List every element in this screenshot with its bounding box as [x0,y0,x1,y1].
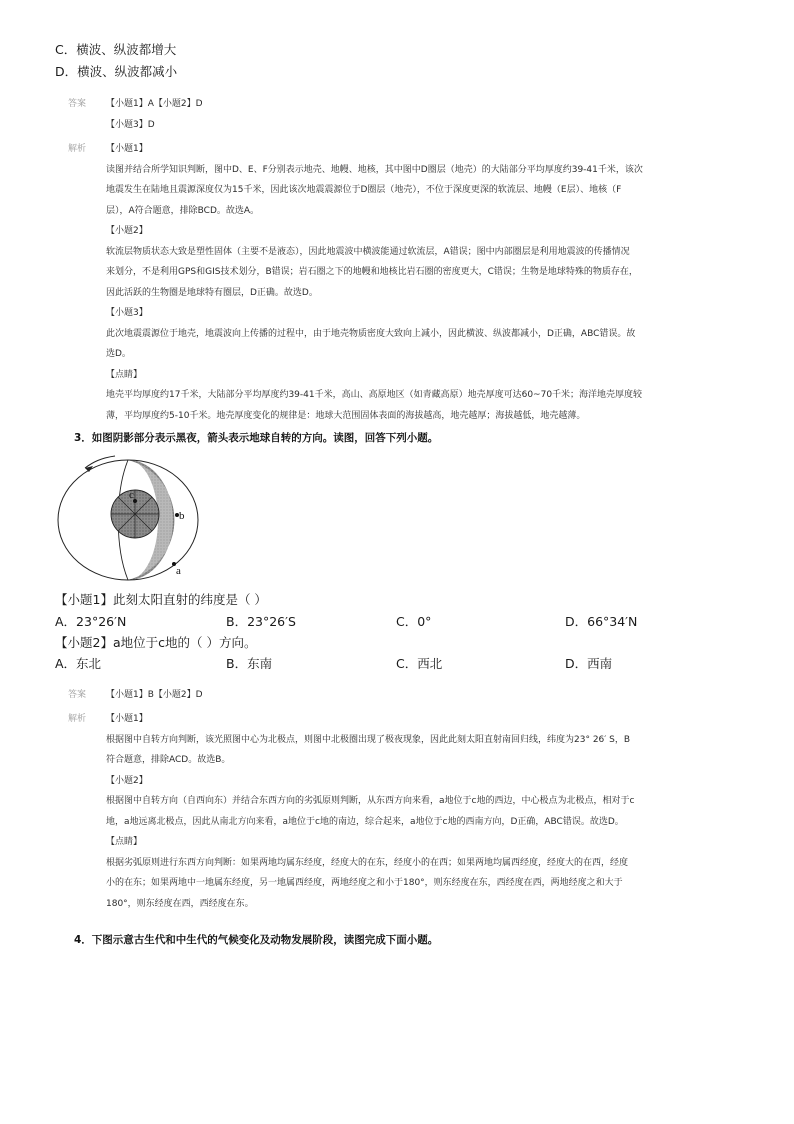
answer-body [106,685,730,706]
text-line: 因此活跃的生物圈是地球特有圈层，D正确。故选D。 [106,287,318,298]
text-line: 层），A符合题意，排除BCD。故选A。 [106,205,260,216]
text-line: 地壳平均厚度约17千米，大陆部分平均厚度约39-41千米，高山、高原地区（如青藏高原）地壳厚度可达60~70千米；海洋地壳厚度较 [106,390,643,400]
text-line: 【小题3】 [106,308,148,318]
q3-analysis-block [68,709,730,914]
label-c: c [129,489,134,501]
text-line: 此次地震震源位于地壳，地震波向上传播的过程中，由于地壳物质密度大致向上减小，因此横波、纵波都减小，D正确，ABC错误。故 [106,328,636,339]
text-line: 【小题2】 [106,775,148,786]
q2-analysis-block [68,139,730,426]
analysis-body [106,709,730,914]
text-line: 【小题2】 [106,226,148,236]
text-line: 读图并结合所学知识判断，图中D、E、F分别表示地壳、地幔、地核，其中图中D圈层（地壳）的大陆部分平均厚度约39-41千米，该次 [106,164,643,175]
analysis-body [106,139,730,426]
q2-answer-block [68,94,730,135]
text-line: 软流层物质状态大致是塑性固体（主要不是液态），因此地震波中横波能通过软流层，A错误；图中内部圈层是利用地震波的传播情况 [106,246,630,257]
option-c: C．横波、纵波都增大 [55,42,177,57]
text-line: 【点睛】 [106,369,143,380]
text-line: 【小题3】D [106,119,155,130]
question-4-title: 4．下图示意古生代和中生代的气候变化及动物发展阶段，读图完成下面小题。 [74,934,439,946]
choice-b: B．23°26′S [226,614,296,629]
choice-a: A．23°26′N [55,614,127,629]
label-b: b [179,510,185,522]
text-line: 【点睛】 [106,837,143,847]
text-line: 薄，平均厚度约5-10千米。地壳厚度变化的规律是：地球大范围固体表面的海拔越高，地壳越厚；海拔越低，地壳越薄。 [106,410,586,421]
polar-illumination-figure [55,452,205,584]
choice-c: C．0° [396,614,432,629]
text-line: 地震发生在陆地且震源深度仅为15千米，因此该次地震震源位于D圈层（地壳），不位于深度更深的软流层、地幔（E层）、地核（F [106,185,622,195]
text-line: 【小题1】A【小题2】D [106,99,203,109]
text-line: 小的在东；如果两地中一地属东经度，另一地属西经度，两地经度之和小于180°，则东经度在东，西经度在西，两地经度之和大于 [106,878,623,888]
text-line: 选D。 [106,349,131,359]
question-3-title: 3．如图阴影部分表示黑夜，箭头表示地球自转的方向。读图，回答下列小题。 [74,432,439,444]
analysis-tag: 解析 [68,714,87,724]
text-line: 【小题1】 [106,144,148,154]
text-line: 【小题1】 [106,714,148,724]
q3-sub2-stem: 【小题2】a地位于c地的（ ）方向。 [55,635,257,650]
text-line: 地，a地远离北极点，因此从南北方向来看，a地位于c地的南边，综合起来，a地位于c地的西南方向，D正确，ABC错误。故选D。 [106,816,624,827]
option-d: D．横波、纵波都减小 [55,64,178,79]
analysis-tag: 解析 [68,144,87,154]
label-a: a [176,565,181,577]
choice-a: A．东北 [55,656,102,671]
q3-answer-block [68,685,730,706]
text-line: 根据图中自转方向（自西向东）并结合东西方向的劣弧原则判断，从东西方向来看，a地位于c地的西边，中心极点为北极点，相对于c [106,796,635,806]
answer-tag: 答案 [68,690,87,700]
text-line: 180°，则东经度在西，西经度在东。 [106,898,254,909]
choice-b: B．东南 [226,656,273,671]
text-line: 来划分，不是利用GPS和GIS技术划分，B错误；岩石圈之下的地幔和地核比岩石圈的密度更大，C错误；生物是地球特殊的物质存在， [106,267,638,277]
choice-d: D．西南 [565,656,613,671]
text-line: 根据图中自转方向判断，该光照图中心为北极点，则图中北极圈出现了极夜现象，因此此刻太阳直射南回归线，纬度为23° 26′ S，B [106,734,631,745]
answer-body [106,94,730,135]
text-line: 根据劣弧原则进行东西方向判断：如果两地均属东经度，经度大的在东，经度小的在西；如果两地均属西经度，经度大的在西，经度 [106,857,629,868]
choice-d: D．66°34′N [565,614,638,629]
q3-sub1-stem: 【小题1】此刻太阳直射的纬度是（ ） [55,592,267,607]
text-line: 符合题意，排除ACD。故选B。 [106,755,231,765]
text-line: 【小题1】B【小题2】D [106,690,203,700]
choice-c: C．西北 [396,656,443,671]
answer-tag: 答案 [68,99,87,109]
